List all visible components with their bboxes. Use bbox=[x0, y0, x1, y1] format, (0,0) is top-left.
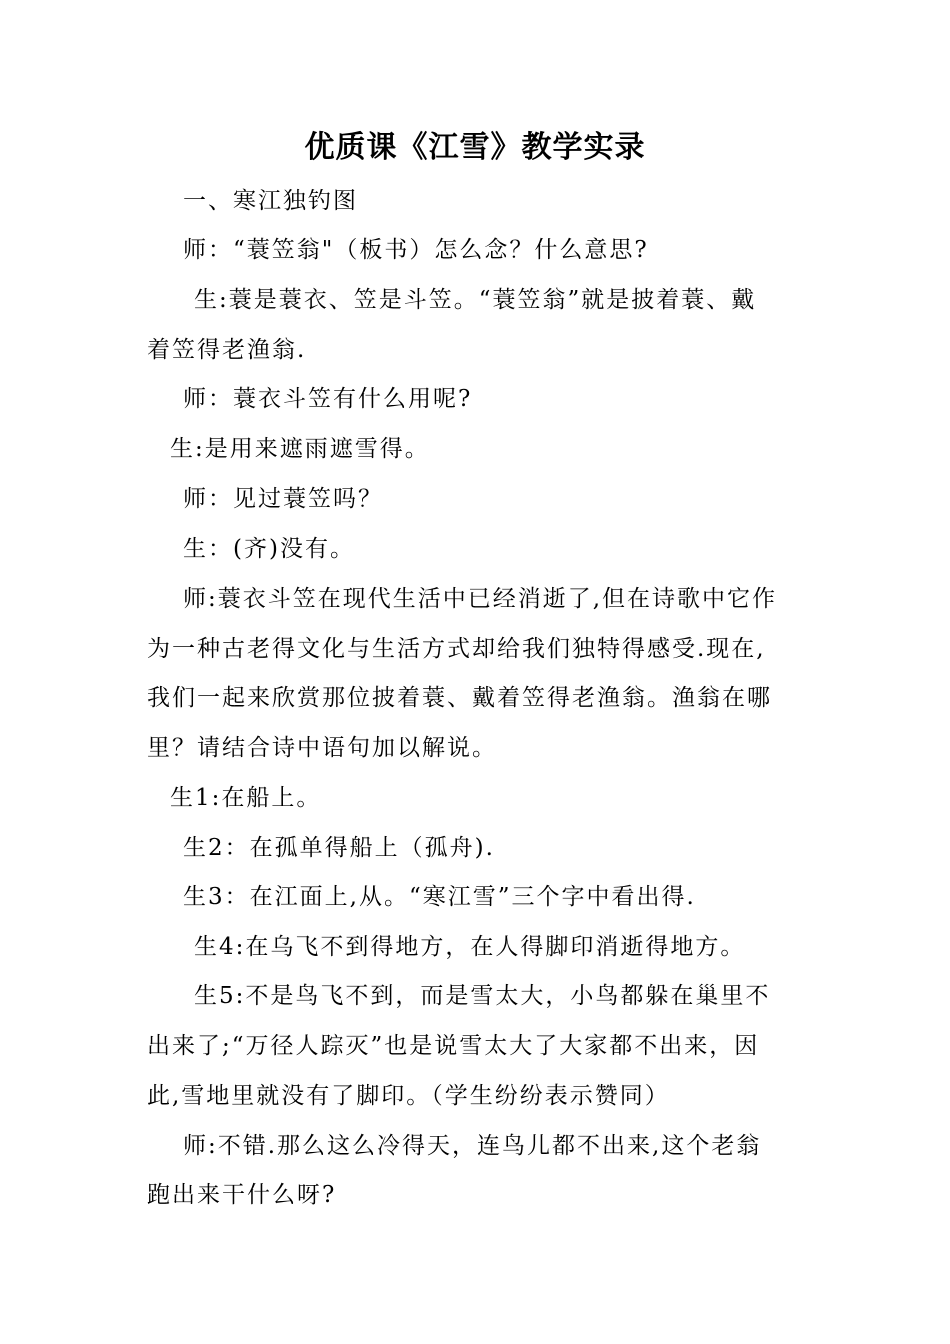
paragraph-line: 生4:在乌飞不到得地方，在人得脚印消逝得地方。 bbox=[194, 934, 746, 960]
paragraph-line: 此,雪地里就没有了脚印。（学生纷纷表示赞同） bbox=[147, 1083, 670, 1109]
paragraph-line: 生:蓑是蓑衣、笠是斗笠。“蓑笠翁”就是披着蓑、戴 bbox=[194, 287, 757, 313]
paragraph-line: 着笠得老渔翁. bbox=[147, 337, 307, 363]
paragraph-line: 跑出来干什么呀? bbox=[147, 1182, 337, 1208]
paragraph-line: 出来了;“万径人踪灭”也是说雪太大了大家都不出来，因 bbox=[147, 1033, 760, 1059]
paragraph-line: 师：见过蓑笠吗？ bbox=[183, 486, 383, 512]
paragraph-line: 生：(齐)没有。 bbox=[183, 536, 355, 562]
paragraph-line: 生:是用来遮雨遮雪得。 bbox=[170, 436, 430, 462]
paragraph-line: 生3：在江面上,从。“寒江雪”三个字中看出得. bbox=[183, 884, 696, 910]
paragraph-line: 生2：在孤单得船上（孤舟). bbox=[183, 835, 495, 861]
paragraph-line: 生5:不是鸟飞不到，而是雪太大，小鸟都躲在巢里不 bbox=[194, 983, 771, 1009]
paragraph-line: 师：“蓑笠翁"（板书）怎么念？什么意思? bbox=[183, 237, 649, 263]
paragraph-line: 里？请结合诗中语句加以解说。 bbox=[147, 735, 497, 761]
paragraph-line: 生1:在船上。 bbox=[170, 785, 322, 811]
paragraph-line: 为一种古老得文化与生活方式却给我们独特得感受.现在, bbox=[147, 636, 766, 662]
paragraph-line: 我们一起来欣赏那位披着蓑、戴着笠得老渔翁。渔翁在哪 bbox=[147, 685, 772, 711]
document-title: 优质课《江雪》教学实录 bbox=[304, 130, 646, 165]
paragraph-line: 师:蓑衣斗笠在现代生活中已经消逝了,但在诗歌中它作 bbox=[183, 586, 778, 612]
paragraph-line: 师：蓑衣斗笠有什么用呢? bbox=[183, 386, 473, 412]
paragraph-line: 师:不错.那么这么冷得天，连鸟儿都不出来,这个老翁 bbox=[183, 1133, 762, 1159]
section-heading: 一、寒江独钓图 bbox=[183, 188, 358, 214]
